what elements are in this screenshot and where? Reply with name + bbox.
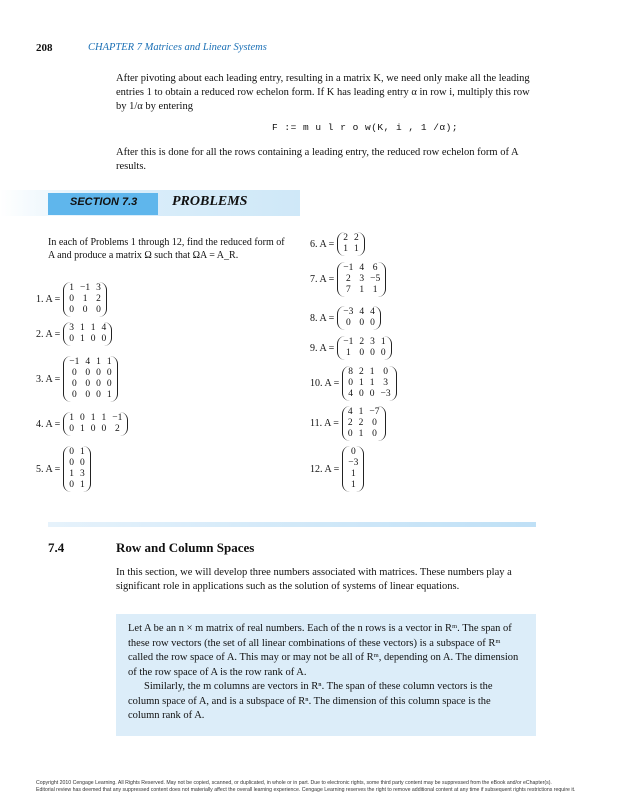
page-number: 208 <box>36 42 53 54</box>
matrix-entry: 0 <box>69 447 75 457</box>
problem-label: 9. A = <box>310 342 335 354</box>
matrix-entry: 1 <box>106 390 112 400</box>
matrix <box>63 446 91 492</box>
matrix <box>63 322 112 346</box>
matrix-entry: 3 <box>383 378 388 388</box>
matrix-entry: 1 <box>369 367 375 377</box>
matrix-entry: 4 <box>347 407 353 417</box>
matrix-entry: 1 <box>343 244 349 254</box>
matrix-entry: 0 <box>359 348 365 358</box>
matrix-entry: 1 <box>82 294 88 304</box>
section-number: 7.4 <box>48 540 65 555</box>
matrix <box>342 406 386 441</box>
problem-6 <box>310 232 365 256</box>
matrix-entry: 2 <box>96 294 101 304</box>
matrix-entry: 1 <box>359 285 365 295</box>
matrix-entry: 0 <box>71 390 77 400</box>
section-banner <box>0 190 622 216</box>
matrix-entry: 0 <box>380 348 386 358</box>
section-tag: SECTION 7.3 <box>70 196 138 208</box>
matrix-entry: 1 <box>69 469 75 479</box>
definition-box <box>116 614 536 736</box>
copyright-line-1: Copyright 2010 Cengage Learning. All Rights Reserved. May not be copied, scanned, or duplicated, in whole or in part. Due to electronic rights, some third party content may be suppressed from the eBook and/or eChapter(s). <box>36 780 552 786</box>
matrix-entry: 0 <box>90 424 96 434</box>
matrix-entry: −3 <box>343 307 354 317</box>
matrix-entry: 0 <box>69 480 75 490</box>
matrix-entry: 0 <box>372 429 377 439</box>
problem-label: 5. A = <box>36 463 61 475</box>
matrix-entry: 2 <box>358 418 364 428</box>
problem-12 <box>310 446 364 492</box>
matrix-entry: 1 <box>358 407 364 417</box>
matrix-entry: 1 <box>90 413 96 423</box>
matrix-entry: 3 <box>80 469 85 479</box>
matrix-entry: 0 <box>69 424 75 434</box>
matrix-entry: −3 <box>380 389 391 399</box>
section-intro: In this section, we will develop three numbers associated with matrices. These numbers play a significant role in applications such as the solution of systems of linear equations. <box>116 567 512 592</box>
matrix-entry: 1 <box>96 357 101 367</box>
matrix-entry: 0 <box>80 458 85 468</box>
matrix-entry: 1 <box>358 429 364 439</box>
problem-3 <box>36 356 118 402</box>
matrix-entry: 4 <box>348 389 354 399</box>
matrix-entry: 0 <box>359 389 364 399</box>
problem-label: 8. A = <box>310 312 335 324</box>
matrix-entry: 1 <box>80 424 85 434</box>
matrix-entry: 0 <box>359 318 365 328</box>
matrix <box>63 356 117 402</box>
matrix-entry: 0 <box>348 378 354 388</box>
matrix-entry: 4 <box>359 307 365 317</box>
definition-paragraph-1: Let A be an n × m matrix of real numbers. Each of the n rows is a vector in Rᵐ. The span of these row vectors (the set of all linear combinations of these vectors) is a subspace of Rᵐ called the row space of A. This may or may not be all of Rᵐ, depending on A. The dimension of the row space of A is the row rank of A. <box>128 623 519 678</box>
matrix-entry: 0 <box>345 318 351 328</box>
matrix-entry: 2 <box>359 367 364 377</box>
matrix-entry: −3 <box>348 458 359 468</box>
problem-8 <box>310 306 381 330</box>
matrix-entry: 4 <box>370 307 375 317</box>
matrix-entry: 6 <box>372 263 378 273</box>
matrix-entry: 0 <box>106 368 112 378</box>
matrix-entry: 4 <box>101 323 107 333</box>
matrix-entry: 2 <box>359 337 365 347</box>
matrix-entry: 0 <box>85 390 91 400</box>
matrix-entry: 4 <box>85 357 91 367</box>
matrix <box>342 366 396 401</box>
matrix-entry: 0 <box>383 367 388 377</box>
matrix-entry: 0 <box>101 334 107 344</box>
intro-paragraph-2: After this is done for all the rows containing a leading entry, the reduced row echelon form of A results. <box>116 147 518 172</box>
matrix-entry: 1 <box>69 283 75 293</box>
problem-label: 2. A = <box>36 328 61 340</box>
matrix-entry: 1 <box>80 480 85 490</box>
matrix-entry: 0 <box>106 379 112 389</box>
definition-paragraph-2: Similarly, the m columns are vectors in Rⁿ. The span of these column vectors is the column space of A, and is a subspace of Rⁿ. The dimension of this column space is the column rank of A. <box>128 681 493 721</box>
matrix-entry: 3 <box>370 337 375 347</box>
matrix-entry: 0 <box>85 379 91 389</box>
matrix <box>63 282 107 317</box>
matrix-entry: 0 <box>372 418 377 428</box>
problem-2 <box>36 322 112 346</box>
matrix-entry: 3 <box>359 274 365 284</box>
matrix-entry: 2 <box>354 233 359 243</box>
matrix-entry: 1 <box>106 357 112 367</box>
matrix-entry: 3 <box>69 323 75 333</box>
matrix-entry: 3 <box>96 283 101 293</box>
matrix-entry: 0 <box>347 429 353 439</box>
matrix-entry: −1 <box>69 357 80 367</box>
matrix <box>337 232 365 256</box>
matrix-entry: 0 <box>90 334 96 344</box>
chapter-title: CHAPTER 7 Matrices and Linear Systems <box>88 42 267 53</box>
matrix-entry: 1 <box>350 480 356 490</box>
matrix-entry: 0 <box>69 294 75 304</box>
matrix-entry: 7 <box>345 285 351 295</box>
matrix-entry: 1 <box>350 469 356 479</box>
matrix-entry: 0 <box>370 348 375 358</box>
matrix-entry: −5 <box>370 274 381 284</box>
problem-7 <box>310 262 386 297</box>
matrix-entry: 0 <box>69 305 75 315</box>
problem-label: 6. A = <box>310 238 335 250</box>
matrix-entry: 2 <box>114 424 120 434</box>
copyright-line-2: Editorial review has deemed that any suppressed content does not materially affect the overall learning experience. Cengage Learning reserves the right to remove additional content at any time if subsequent rights restrictions require it. <box>36 787 576 793</box>
intro-paragraph-1: After pivoting about each leading entry, resulting in a matrix K, we need only make all the leading entries 1 to obtain a reduced row echelon form. If K has leading entry α in row i, multiply this row by 1/α by entering <box>116 73 530 112</box>
matrix-entry: 2 <box>345 274 351 284</box>
matrix-entry: −1 <box>343 337 354 347</box>
matrix-entry: 1 <box>380 337 386 347</box>
matrix-entry: 0 <box>96 368 101 378</box>
matrix-entry: 1 <box>69 413 75 423</box>
matrix-entry: 0 <box>69 458 75 468</box>
matrix-entry: 1 <box>101 413 107 423</box>
matrix-entry: 0 <box>350 447 356 457</box>
matrix-entry: 1 <box>80 334 85 344</box>
matrix <box>337 262 386 297</box>
matrix-entry: 0 <box>71 379 77 389</box>
section-heading: Row and Column Spaces <box>116 540 255 555</box>
section-title: PROBLEMS <box>172 194 248 209</box>
matrix-entry: 0 <box>71 368 77 378</box>
matrix-entry: 0 <box>69 334 75 344</box>
problem-4 <box>36 412 128 436</box>
matrix-entry: 0 <box>96 390 101 400</box>
problem-10 <box>310 366 397 401</box>
matrix-entry: 0 <box>82 305 88 315</box>
matrix <box>63 412 128 436</box>
matrix-entry: 1 <box>80 323 85 333</box>
problem-label: 4. A = <box>36 418 61 430</box>
code-line: F := m u l r o w(K, i , 1 /α); <box>272 122 459 133</box>
matrix-entry: 2 <box>347 418 353 428</box>
matrix-entry: 1 <box>345 348 351 358</box>
matrix-entry: 0 <box>96 305 101 315</box>
problem-9 <box>310 336 392 360</box>
matrix-entry: 0 <box>370 318 375 328</box>
problems-intro: In each of Problems 1 through 12, find the reduced form of A and produce a matrix Ω such that ΩA = A_R. <box>48 237 285 261</box>
matrix-entry: −1 <box>112 413 123 423</box>
section-divider <box>48 522 536 527</box>
matrix-entry: 0 <box>85 368 91 378</box>
matrix-entry: −1 <box>80 283 91 293</box>
problem-label: 10. A = <box>310 378 340 389</box>
matrix-entry: 1 <box>372 285 378 295</box>
matrix-entry: 0 <box>96 379 101 389</box>
problem-label: 3. A = <box>36 373 61 385</box>
matrix <box>342 446 364 492</box>
matrix-entry: −1 <box>343 263 354 273</box>
matrix-entry: 2 <box>343 233 349 243</box>
matrix-entry: 1 <box>369 378 375 388</box>
matrix-entry: 0 <box>369 389 375 399</box>
matrix-entry: 1 <box>80 447 85 457</box>
matrix-entry: −7 <box>369 407 380 417</box>
problem-11 <box>310 406 386 441</box>
problem-label: 1. A = <box>36 294 61 305</box>
matrix <box>337 336 391 360</box>
problem-label: 7. A = <box>310 274 335 285</box>
matrix-entry: 0 <box>101 424 107 434</box>
problem-label: 12. A = <box>310 463 340 475</box>
matrix-entry: 4 <box>359 263 365 273</box>
matrix-entry: 8 <box>348 367 354 377</box>
matrix <box>337 306 381 330</box>
problem-label: 11. A = <box>310 418 339 429</box>
matrix-entry: 0 <box>80 413 85 423</box>
problem-5 <box>36 446 91 492</box>
matrix-entry: 1 <box>359 378 364 388</box>
matrix-entry: 1 <box>354 244 359 254</box>
matrix-entry: 1 <box>90 323 96 333</box>
problem-1 <box>36 282 107 317</box>
